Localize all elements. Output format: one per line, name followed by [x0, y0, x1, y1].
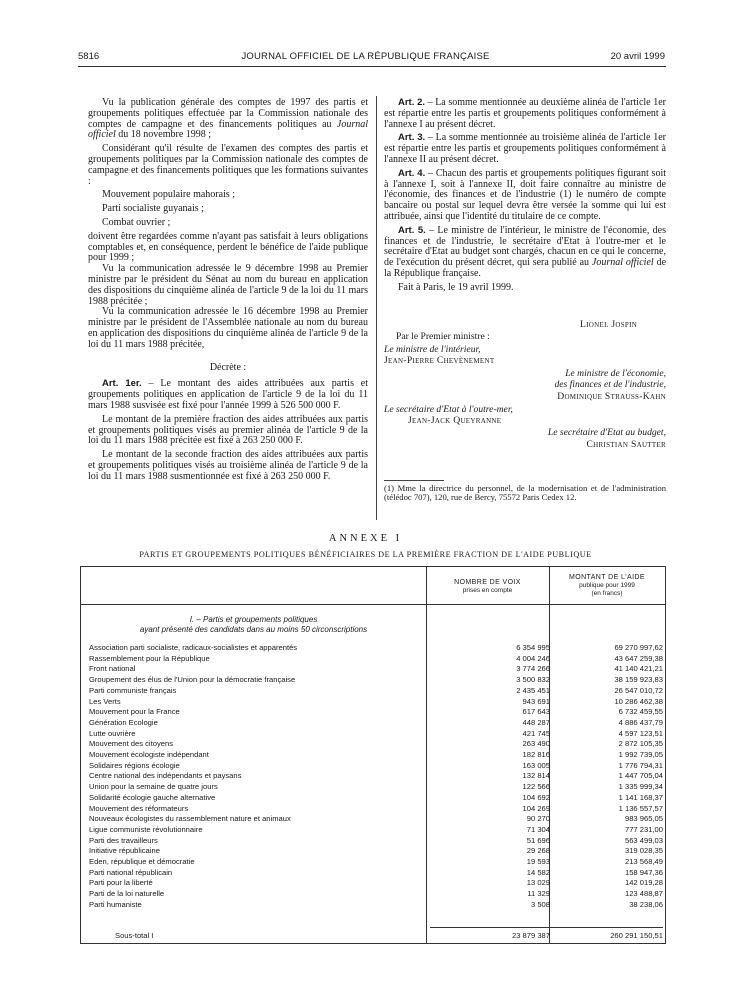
table-row — [81, 664, 667, 674]
party-name: Nouveaux écologistes du rassemblement nature et animaux — [89, 814, 429, 823]
table-row — [81, 739, 667, 749]
column-header-votes: NOMBRE DE VOIX prises en compte — [454, 579, 521, 594]
amount-value: 777 231,00 — [624, 824, 663, 834]
footnote-rule — [384, 480, 444, 481]
votes-value: 132 814 — [522, 771, 550, 781]
party-name: Solidarité écologie gauche alternative — [89, 793, 429, 802]
paragraph-assemblee: Vu la communication adressée le 16 décembre 1998 au Premier ministre par le président de l'Assemblée nationale au nom du bureau en application des dispositions du cinquième alinéa de l'article 9 de la loi du 11 mars 1988 précitée, — [88, 306, 368, 350]
amount-value: 38 159 923,83 — [614, 675, 663, 685]
votes-value: 3 508 — [530, 899, 550, 909]
party-name: Les Verts — [89, 697, 429, 706]
amount-value: 213 568,49 — [624, 857, 663, 866]
table-row — [81, 761, 667, 771]
signature-eco-name: Dominique Strauss-Kahn — [557, 391, 666, 402]
decrete-heading: Décrète : — [209, 361, 247, 373]
party-name: Groupement des élus de l'Union pour la démocratie française — [89, 675, 429, 684]
votes-value: 617 643 — [522, 707, 550, 717]
party-name: Parti communiste français — [89, 686, 429, 695]
party-name: Mouvement écologiste indépendant — [89, 750, 429, 759]
party-name: Génération Ecologie — [89, 718, 429, 727]
fait-a-paris: Fait à Paris, le 19 avril 1999. — [398, 281, 514, 293]
signature-outremer-name: Jean-Jack Queyranne — [408, 415, 502, 426]
signature-eco-title-1: Le ministre de l'économie, — [565, 368, 666, 379]
table-row — [81, 793, 667, 803]
amount-value: 142 019,28 — [624, 878, 663, 888]
annex-subtitle: PARTIS ET GROUPEMENTS POLITIQUES BÉNÉFICIAIRES DE LA PREMIÈRE FRACTION DE L'AIDE PUBLIQUE — [139, 550, 592, 559]
amount-value: 1 335 999,34 — [618, 782, 663, 792]
annex-title: ANNEXE I — [328, 533, 403, 544]
amount-value: 158 947,36 — [624, 867, 663, 877]
article-2: Art. 2. – La somme mentionnée au deuxième alinéa de l'article 1er est répartie entre les partis et groupements politiques conformément à l'annexe I au présent décret. — [384, 97, 666, 130]
signature-par-pm: Par le Premier ministre : — [396, 331, 490, 342]
party-name: Eden, république et démocratie — [89, 857, 429, 866]
table-row — [81, 643, 667, 653]
amount-value: 123 488,87 — [624, 889, 663, 899]
votes-value: 11 329 — [527, 889, 550, 899]
votes-value: 90 270 — [526, 814, 550, 824]
column-divider — [376, 96, 377, 520]
votes-value: 448 287 — [522, 717, 550, 727]
party-name: Parti de la loi naturelle — [89, 889, 429, 898]
table-row — [81, 889, 667, 899]
list-item: Mouvement populaire mahorais ; — [102, 189, 236, 201]
signature-interieur-name: Jean-Pierre Chevènement — [384, 355, 495, 366]
table-row — [81, 771, 667, 781]
amount-value: 4 597 123,51 — [618, 728, 663, 738]
party-name: Centre national des indépendants et paysans — [89, 771, 429, 780]
party-name: Initiative républicaine — [89, 846, 429, 855]
paragraph-obligations: doivent être regardées comme n'ayant pas satisfait à leurs obligations comptables et, en conséquence, perdent le bénéfice de l'aide publique pour 1999 ; — [88, 230, 368, 264]
article-5: Art. 5. – Le ministre de l'intérieur, le ministre de l'économie, des finances et de l'industrie, le secrétaire d'Etat à l'outre-mer et le secrétaire d'Etat au budget sont chargés, chacun en ce qui le concerne, de l'exécution du présent décret, qui sera publié au Journal officiel de la République française. — [384, 224, 667, 279]
votes-value: 3 500 832 — [516, 675, 550, 685]
amount-value: 6 732 459,55 — [618, 707, 663, 717]
amount-value: 1 992 739,05 — [618, 750, 663, 759]
signature-eco-title-2: des finances et de l'industrie, — [554, 379, 666, 390]
signature-outremer-title: Le secrétaire d'Etat à l'outre-mer, — [384, 404, 513, 415]
signature-budget-name: Christian Sautter — [586, 439, 666, 450]
footnote: (1) Mme la directrice du personnel, de la modernisation et de l'administration (télédoc 707), 120, rue de Bercy, 75572 Paris Cedex 12. — [384, 483, 666, 503]
votes-value: 19 593 — [526, 857, 550, 866]
left-column — [88, 98, 368, 483]
group-heading: I. – Partis et groupements politiques ayant présenté des candidats dans au moins 50 circonscriptions — [139, 615, 368, 634]
amount-value: 319 028,35 — [624, 846, 663, 856]
article-3: Art. 3. – La somme mentionnée au troisième alinéa de l'article 1er est répartie entre les partis et groupements politiques conformément à l'annexe II au présent décret. — [384, 132, 666, 165]
amount-value: 69 270 997,62 — [614, 643, 663, 652]
table-row — [81, 750, 667, 760]
article-4: Art. 4. – Chacun des partis et groupements politiques figurant soit à l'annexe I, soit à l'annexe II, doit faire connaître au ministre de l'économie, des finances et de l'industrie (1) le numéro de compte bancaire ou postal sur lequel devra être versée la somme qui lui est attribuée, ainsi que l'identité du titulaire de ce compte. — [384, 167, 666, 222]
table-row — [81, 654, 667, 664]
table-row — [81, 846, 667, 856]
party-name: Parti national républicain — [89, 868, 429, 877]
table-row — [81, 836, 667, 846]
table-header-rule — [81, 604, 665, 605]
votes-value: 182 816 — [522, 750, 550, 759]
votes-value: 943 691 — [522, 696, 550, 706]
party-name: Mouvement des citoyens — [89, 739, 429, 748]
table-row — [81, 900, 667, 910]
annex-table — [80, 566, 666, 944]
list-item: Combat ouvrier ; — [102, 216, 171, 228]
amount-value: 38 238,06 — [629, 899, 663, 909]
table-row — [81, 868, 667, 878]
signature-pm: Lionel Jospin — [580, 319, 638, 330]
table-row — [81, 782, 667, 792]
votes-value: 6 354 995 — [516, 643, 550, 652]
amount-value: 1 141 168,37 — [618, 792, 663, 802]
table-row — [81, 825, 667, 835]
party-name: Front national — [89, 664, 429, 673]
subtotal-rule — [430, 927, 663, 928]
votes-value: 421 745 — [522, 728, 550, 738]
votes-value: 104 692 — [522, 792, 550, 802]
party-name: Parti humaniste — [89, 900, 429, 909]
votes-value: 122 566 — [522, 782, 550, 792]
votes-value: 4 004 246 — [516, 653, 550, 663]
votes-value: 13 029 — [526, 878, 550, 888]
table-row — [81, 814, 667, 824]
subtotal-row — [81, 931, 667, 941]
table-row — [81, 729, 667, 739]
votes-value: 2 435 451 — [516, 685, 550, 695]
party-name: Union pour la semaine de quatre jours — [89, 782, 429, 791]
page-header — [0, 48, 731, 64]
subtotal-label: Sous-total I — [115, 931, 154, 940]
paragraph-premiere-fraction: Le montant de la première fraction des aides attribuées aux partis et groupements politiques visés au premier alinéa de l'article 9 de la loi du 11 mars 1988 précitée est fixé à 263 250 000 F. — [88, 413, 368, 447]
table-row — [81, 686, 667, 696]
header-rule — [78, 66, 666, 67]
party-name: Rassemblement pour la République — [89, 654, 429, 663]
amount-value: 41 140 421,21 — [614, 664, 663, 674]
amount-value: 4 886 437,79 — [618, 717, 663, 727]
table-row — [81, 718, 667, 728]
party-name: Lutte ouvrière — [89, 729, 429, 738]
table-row — [81, 878, 667, 888]
amount-value: 1 776 794,31 — [618, 760, 663, 770]
amount-value: 26 547 010,72 — [614, 685, 663, 695]
issue-date: 20 avril 1999 — [610, 51, 665, 62]
paragraph-considerant: Considérant qu'il résulte de l'examen des comptes des partis et groupements politiques par la Commission nationale des comptes de campagne et des financements politiques que les formations suivantes : — [88, 143, 368, 187]
subtotal-votes: 23 879 387 — [511, 931, 550, 940]
party-name: Parti des travailleurs — [89, 836, 429, 845]
amount-value: 2 872 105,35 — [618, 739, 663, 749]
paragraph-senat: Vu la communication adressée le 9 décembre 1998 au Premier ministre par le président du Sénat au nom du bureau en application des dispositions du cinquième alinéa de l'article 9 de la loi du 11 mars 1988 précitée ; — [88, 263, 368, 307]
subtotal-amount: 260 291 150,51 — [610, 931, 663, 940]
party-name: Solidaires régions écologie — [89, 761, 429, 770]
paragraph-publication: Vu la publication générale des comptes de 1997 des partis et groupements politiques effectuée par la Commission nationale des comptes de campagne et des financements politiques au Journal officiel du 18 novembre 1998 ; — [88, 97, 368, 141]
journal-title: JOURNAL OFFICIEL DE LA RÉPUBLIQUE FRANÇAISE — [241, 51, 490, 62]
amount-value: 1 136 557,57 — [618, 803, 663, 813]
right-column — [384, 98, 666, 294]
column-header-amount: MONTANT DE L'AIDE publique pour 1999 (en francs) — [569, 574, 645, 597]
votes-value: 14 582 — [526, 867, 550, 877]
amount-value: 10 286 462,38 — [614, 696, 663, 706]
amount-value: 983 965,05 — [624, 814, 663, 824]
votes-value: 51 696 — [526, 835, 550, 845]
votes-value: 104 269 — [522, 803, 550, 813]
party-name: Parti pour la liberté — [89, 878, 429, 887]
party-name: Mouvement pour la France — [89, 707, 429, 716]
party-name: Ligue communiste révolutionnaire — [89, 825, 429, 834]
table-row — [81, 675, 667, 685]
amount-value: 43 647 259,38 — [614, 653, 663, 663]
signature-interieur-title: Le ministre de l'intérieur, — [384, 344, 481, 355]
article-1: Art. 1er. – Le montant des aides attribuées aux partis et groupements politiques en application de l'article 9 de la loi du 11 mars 1988 susvisée est fixé pour l'année 1999 à 526 500 000 F. — [88, 378, 368, 411]
page-number: 5816 — [78, 51, 100, 62]
paragraph-seconde-fraction: Le montant de la seconde fraction des aides attribuées aux partis et groupements politiques visés au troisième alinéa de l'article 9 de la loi du 11 mars 1988 susmentionnée est fixé à 263 250 000 F. — [88, 449, 368, 482]
votes-value: 71 304 — [526, 824, 550, 834]
amount-value: 563 499,03 — [624, 835, 663, 845]
list-item: Parti socialiste guyanais ; — [102, 203, 204, 215]
votes-value: 163 005 — [522, 760, 550, 770]
votes-value: 3 774 266 — [516, 664, 550, 674]
amount-value: 1 447 705,04 — [618, 771, 663, 781]
table-row — [81, 804, 667, 814]
table-row — [81, 707, 667, 717]
votes-value: 263 490 — [522, 739, 550, 749]
table-row — [81, 857, 667, 867]
party-name: Mouvement des réformateurs — [89, 804, 429, 813]
table-row — [81, 697, 667, 707]
votes-value: 29 268 — [526, 846, 550, 856]
signature-budget-title: Le secrétaire d'Etat au budget, — [547, 427, 666, 438]
party-name: Association parti socialiste, radicaux-socialistes et apparentés — [89, 643, 429, 652]
